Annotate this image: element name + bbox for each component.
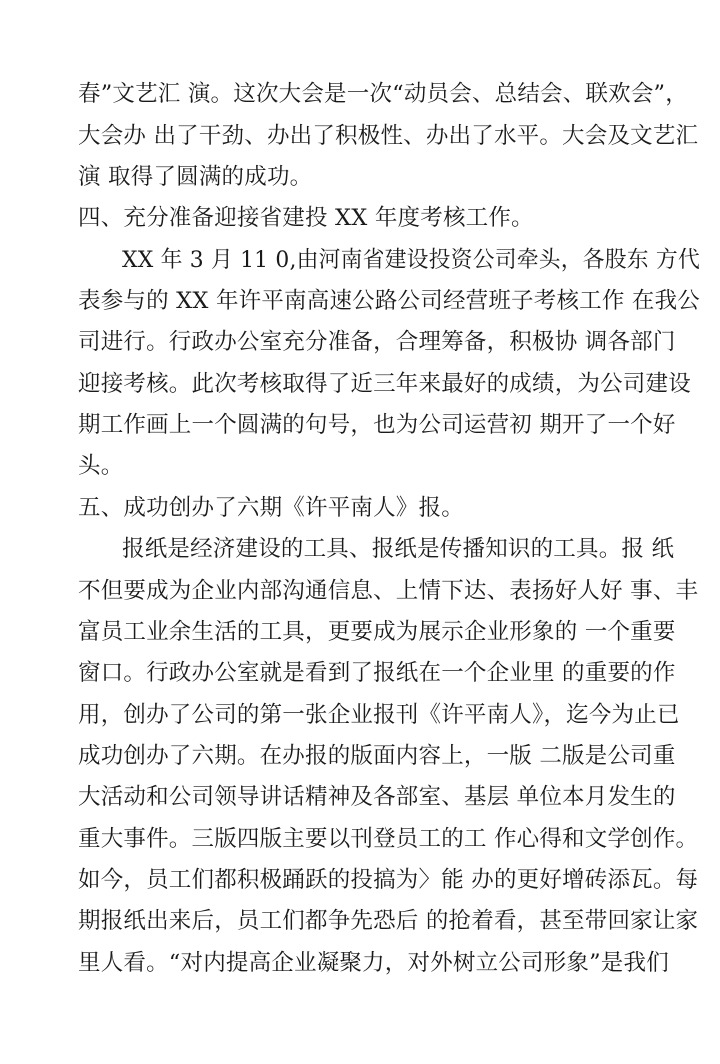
text-line: 重大事件。三版四版主要以刊登员工的工 作心得和文学创作。 — [78, 826, 699, 852]
text-line: 表参与的 XX 年许平南高速公路公司经营班子考核工作 在我公 — [78, 288, 700, 314]
text-line: 里人看。“对内提高企业凝聚力，对外树立公司形象”是我们 — [78, 950, 669, 976]
text-line: 富员工业余生活的工具，更要成为展示企业形象的 一个重要 — [78, 619, 676, 645]
text-line: 头。 — [78, 453, 124, 479]
text-line: 窗口。行政办公室就是看到了报纸在一个企业里 的重要的作 — [78, 660, 676, 686]
text-line: 用，创办了公司的第一张企业报刊《许平南人》，迄今为止已 — [78, 702, 680, 728]
text-line: 期报纸出来后，员工们都争先恐后 的抢着看，甚至带回家让家 — [78, 908, 699, 934]
text-line: 司进行。行政办公室充分准备，合理筹备，积极协 调各部门 — [78, 329, 676, 355]
text-line: 演 取得了圆满的成功。 — [78, 164, 313, 190]
text-line: 期工作画上一个圆满的句号，也为公司运营初 期开了一个好 — [78, 412, 676, 438]
text-line: 大会办 出了干劲、办出了积极性、办出了水平。大会及文艺汇 — [78, 123, 699, 149]
text-line: 不但要成为企业内部沟通信息、上情下达、表扬好人好 事、丰 — [78, 578, 699, 604]
text-line: 迎接考核。此次考核取得了近三年来最好的成绩，为公司建设 — [78, 371, 691, 397]
text-line: 大活动和公司领导讲话精神及各部室、基层 单位本月发生的 — [78, 784, 676, 810]
text-line: 春”文艺汇 演。这次大会是一次“动员会、总结会、联欢会”， — [78, 81, 688, 107]
section-heading-5: 五、成功创办了六期《许平南人》报。 — [78, 495, 464, 521]
text-line: 成功创办了六期。在办报的版面内容上，一版 二版是公司重 — [78, 743, 676, 769]
text-line: 报纸是经济建设的工具、报纸是传播知识的工具。报 纸 — [122, 536, 675, 562]
text-line: 如今，员工们都积极踊跃的投搞为〉能 办的更好增砖添瓦。每 — [78, 867, 699, 893]
text-line: XX 年 3 月 11 0,由河南省建设投资公司牵头，各股东 方代 — [122, 247, 700, 273]
section-heading-4: 四、充分准备迎接省建投 XX 年度考核工作。 — [78, 205, 534, 231]
